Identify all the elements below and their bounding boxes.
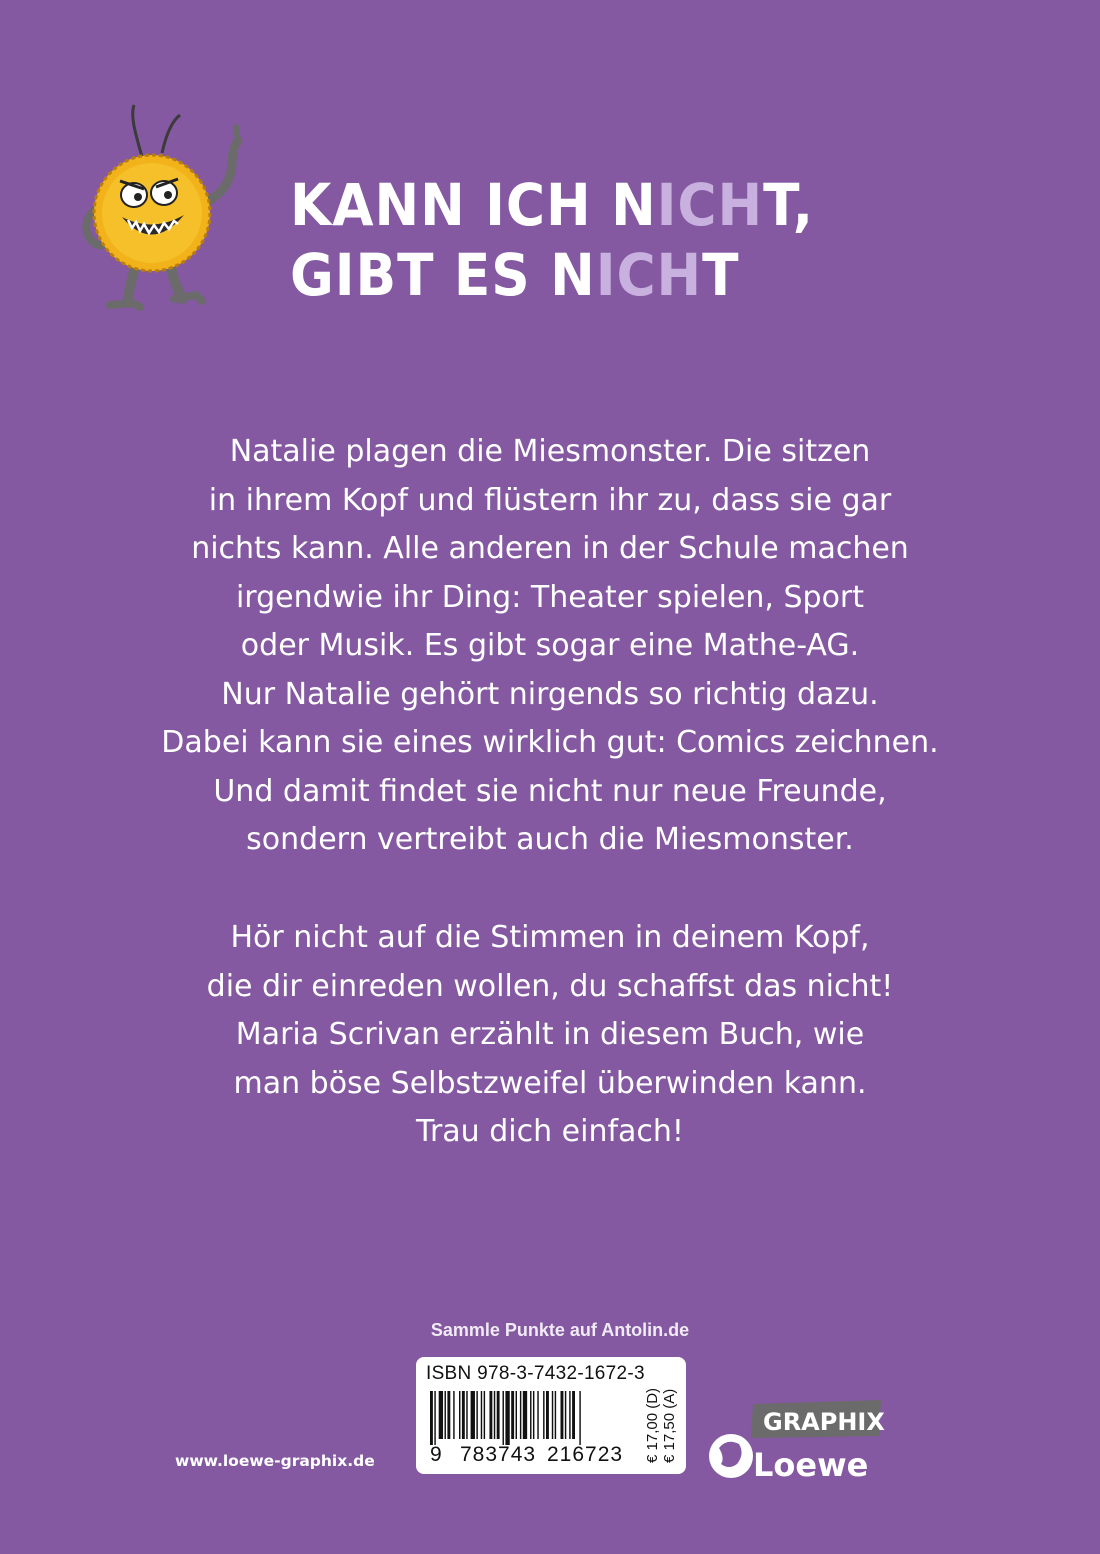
headline-line-2 — [290, 240, 805, 310]
antolin-note: Sammle Punkte auf Antolin.de — [430, 1320, 690, 1340]
barcode-bar — [484, 1391, 485, 1439]
headline-highlight: ICH — [656, 171, 764, 239]
barcode-label — [416, 1357, 686, 1474]
barcode-bar — [489, 1391, 492, 1439]
barcode-bar — [552, 1391, 553, 1439]
blurb-line: Dabei kann sie eines wirklich gut: Comics zeichnen. — [161, 725, 939, 760]
barcode-bar — [523, 1391, 527, 1439]
headline-text: T — [702, 241, 740, 309]
barcode-bar — [503, 1391, 504, 1445]
barcode-bar — [516, 1391, 517, 1439]
logo-graphix-text: GRAPHIX — [763, 1408, 885, 1436]
blurb-line: sondern vertreibt auch die Miesmonster. — [246, 822, 854, 857]
barcode-bar — [459, 1391, 460, 1439]
blurb-line: Trau dich einfach! — [416, 1114, 684, 1149]
blurb-line: man böse Selbstzweifel überwinden kann. — [233, 1065, 867, 1101]
barcode — [430, 1391, 630, 1445]
price-germany: € 17,00 (D) — [644, 1387, 661, 1463]
yellow-monster-illustration — [70, 95, 275, 315]
barcode-bar — [447, 1391, 450, 1439]
barcode-bar — [476, 1391, 477, 1439]
barcode-bar — [471, 1391, 475, 1439]
headline — [290, 170, 814, 310]
barcode-bar — [530, 1391, 531, 1439]
barcode-bar — [520, 1391, 521, 1439]
barcode-bar — [430, 1391, 433, 1445]
blurb-line: irgendwie ihr Ding: Theater spielen, Sport — [235, 579, 865, 615]
barcode-digits-left: 783743 — [460, 1443, 537, 1466]
barcode-digits-right: 216723 — [547, 1443, 624, 1466]
barcode-bar — [546, 1391, 549, 1439]
barcode-bar — [537, 1391, 538, 1439]
barcode-bar — [445, 1391, 446, 1439]
barcode-bar — [497, 1391, 500, 1439]
blurb-line: nichts kann. Alle anderen in der Schule machen — [191, 531, 909, 566]
barcode-bar — [543, 1391, 544, 1439]
blurb-paragraph-1 — [110, 428, 990, 865]
blurb-line: Natalie plagen die Miesmonster. Die sitzen — [229, 434, 871, 469]
barcode-bar — [439, 1391, 443, 1439]
headline-line-1 — [290, 170, 814, 240]
barcode-bar — [579, 1391, 580, 1445]
barcode-bar — [453, 1391, 454, 1439]
barcode-bar — [561, 1391, 564, 1439]
barcode-bar — [555, 1391, 556, 1439]
headline-text: T, — [763, 171, 814, 239]
barcode-bar — [565, 1391, 566, 1439]
blurb-paragraph-2 — [110, 914, 990, 1157]
price-austria: € 17,50 (A) — [661, 1388, 678, 1463]
headline-text: GIBT ES N — [290, 241, 596, 309]
headline-text: KANN ICH N — [290, 171, 657, 239]
barcode-bar — [462, 1391, 465, 1439]
blurb-line: Hör nicht auf die Stimmen in deinem Kopf, — [230, 920, 870, 955]
blurb-line: oder Musik. Es gibt sogar eine Mathe-AG. — [240, 628, 860, 663]
headline-highlight: ICH — [595, 241, 703, 309]
blurb-line: Maria Scrivan erzählt in diesem Buch, wie — [235, 1017, 865, 1052]
barcode-bar — [434, 1391, 435, 1445]
barcode-bar — [494, 1391, 495, 1439]
barcode-bar — [572, 1391, 575, 1439]
graphix-loewe-logo — [705, 1398, 885, 1484]
blurb-line: die dir einreden wollen, du schaffst das nicht! — [206, 968, 894, 1004]
blurb-line: in ihrem Kopf und flüstern ihr zu, dass sie gar — [208, 482, 892, 518]
price-block — [642, 1365, 678, 1469]
blurb-line: Nur Natalie gehört nirgends so richtig dazu. — [221, 676, 879, 712]
barcode-bar — [466, 1391, 467, 1439]
barcode-digit-first: 9 — [430, 1443, 443, 1466]
barcode-bar — [505, 1391, 509, 1445]
barcode-bar — [533, 1391, 534, 1439]
isbn-number: ISBN 978-3-7432-1672-3 — [426, 1363, 645, 1384]
barcode-bar — [481, 1391, 482, 1439]
logo-loewe-text: Loewe — [753, 1446, 869, 1484]
blurb-line: Und damit findet sie nicht nur neue Freunde, — [213, 773, 887, 809]
barcode-bar — [569, 1391, 570, 1439]
publisher-url: www.loewe-graphix.de — [175, 1452, 375, 1470]
barcode-bar — [511, 1391, 514, 1439]
